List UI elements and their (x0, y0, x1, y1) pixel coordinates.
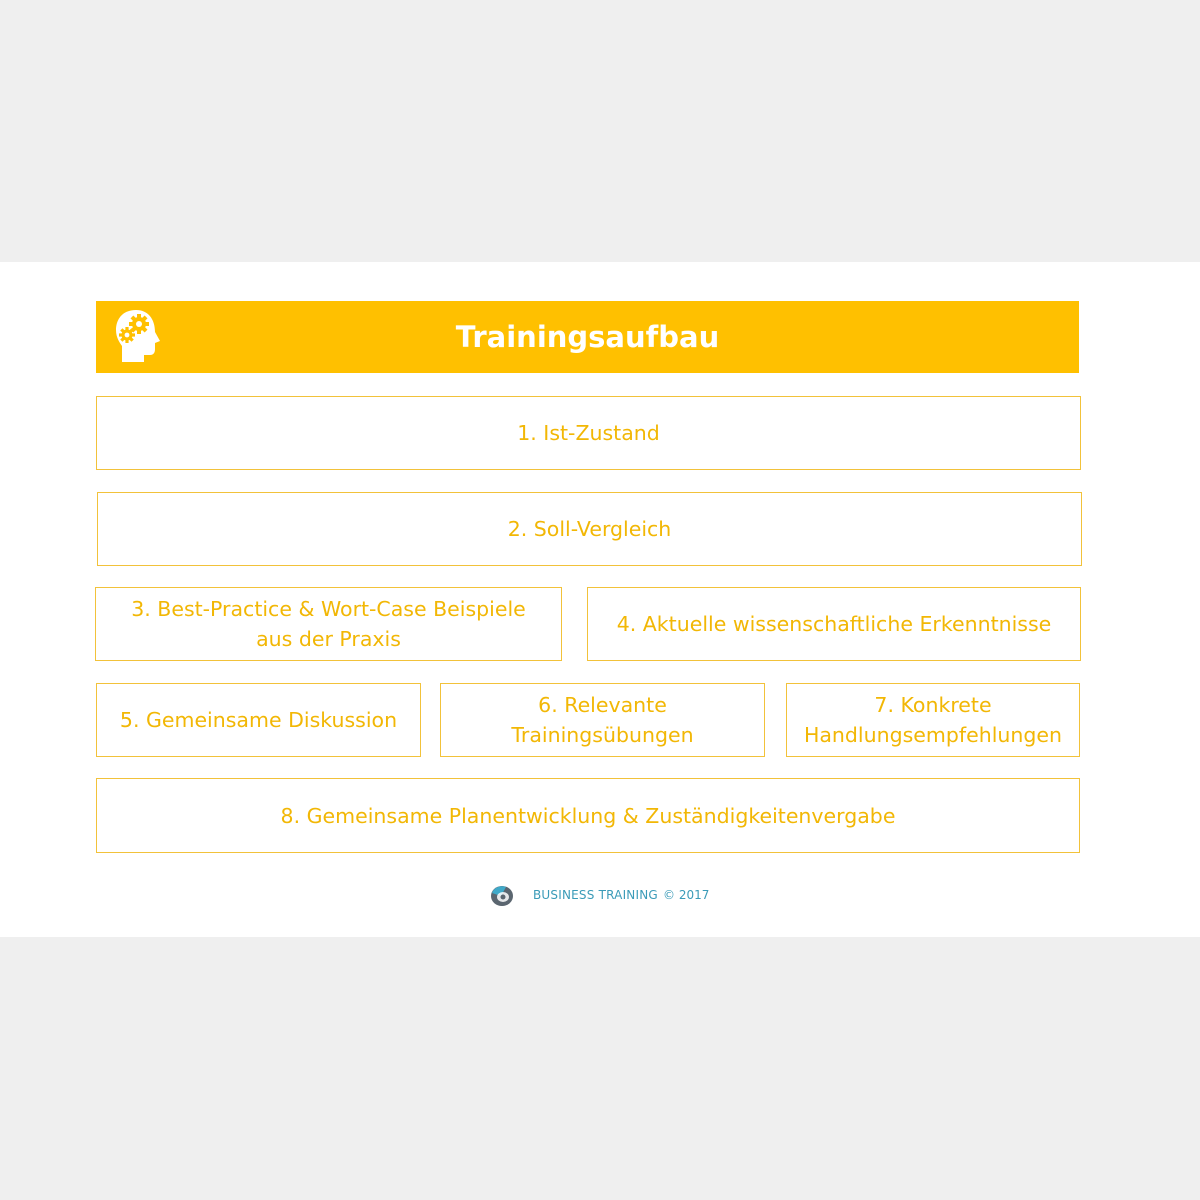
step-box-1: 1. Ist-Zustand (96, 396, 1081, 470)
page-title: Trainingsaufbau (455, 320, 720, 354)
step-box-6: 6. Relevante Trainingsübungen (440, 683, 765, 757)
footer-copyright: © 2017 (663, 888, 710, 902)
step-box-4: 4. Aktuelle wissenschaftliche Erkenntnisse (587, 587, 1081, 661)
company-logo-icon (489, 884, 515, 908)
slide (0, 262, 1200, 937)
footer-brand: BUSINESS TRAINING (533, 888, 658, 902)
step-box-8: 8. Gemeinsame Planentwicklung & Zuständigkeitenvergabe (96, 778, 1080, 853)
step-box-7: 7. Konkrete Handlungsempfehlungen (786, 683, 1080, 757)
footer (0, 882, 1200, 912)
title-banner (96, 301, 1079, 373)
step-box-5: 5. Gemeinsame Diskussion (96, 683, 421, 757)
step-box-2: 2. Soll-Vergleich (97, 492, 1082, 566)
step-box-3: 3. Best-Practice & Wort-Case Beispiele aus der Praxis (95, 587, 562, 661)
